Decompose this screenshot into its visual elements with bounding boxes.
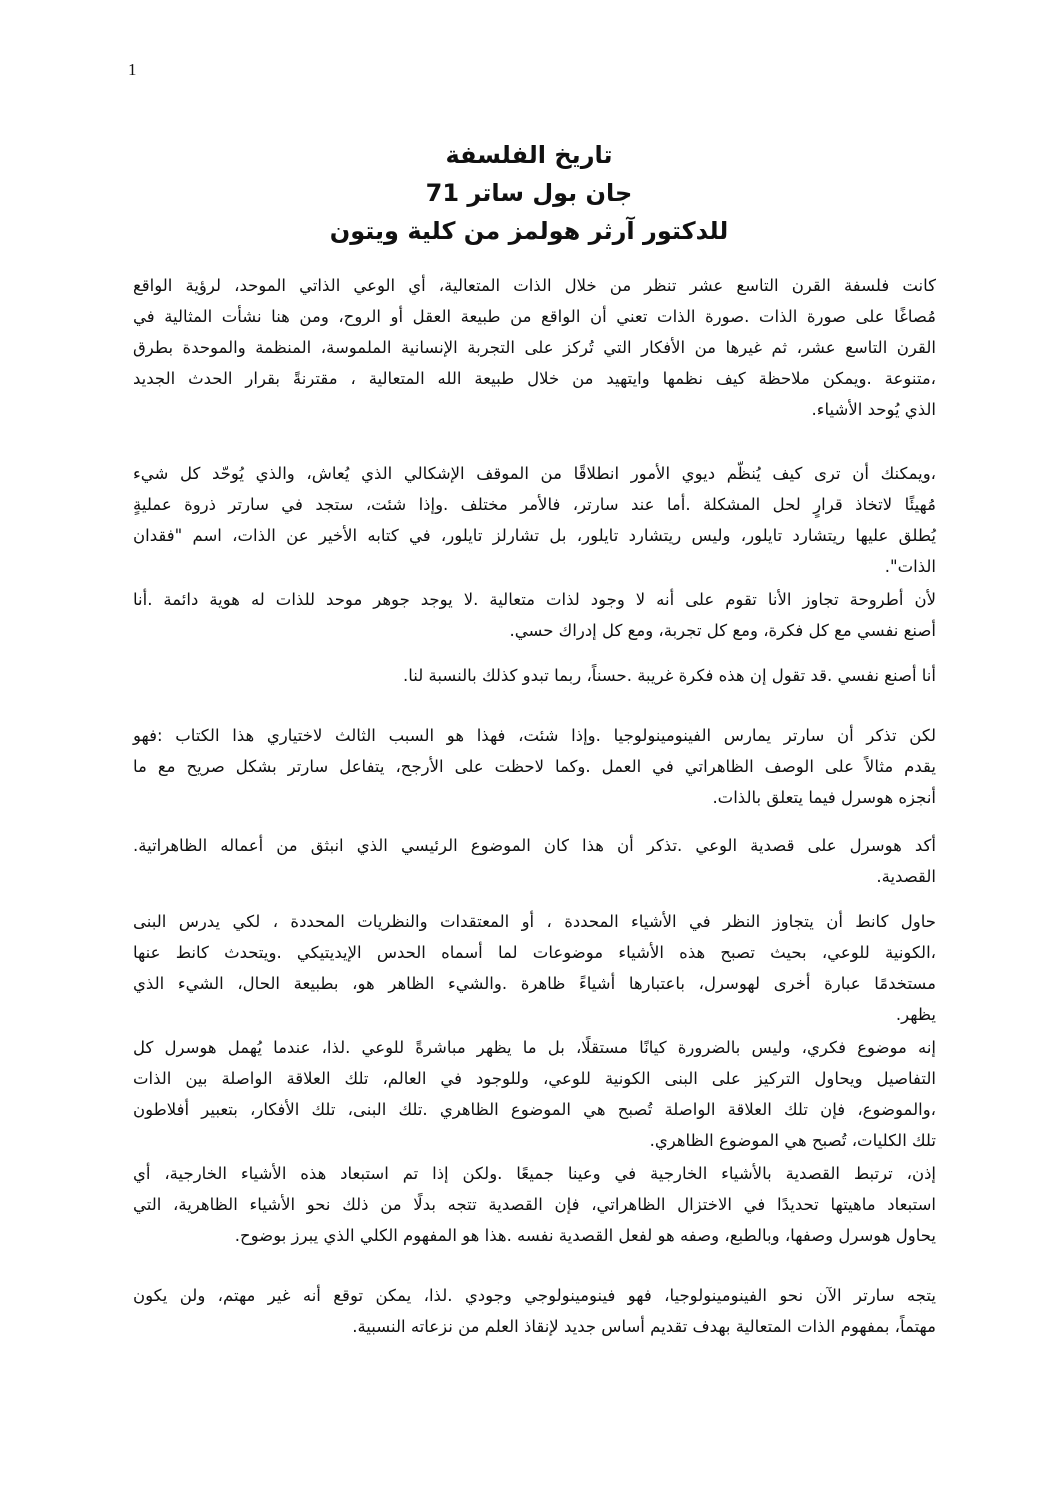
paragraph: [133, 1158, 936, 1251]
document-title: [0, 136, 1058, 250]
paragraph-line: ،متنوعة .ويمكن ملاحظة كيف نظمها وايتهيد من خلال طبيعة الله المتعالية ، مقترنةً بقرار الحدث الجديد: [133, 369, 936, 388]
paragraph-line: القصدية.: [876, 867, 936, 886]
paragraph: [133, 720, 936, 813]
paragraph-line: يحاول هوسرل وصفها، وبالطبع، وصفه هو لفعل القصدية نفسه .هذا هو المفهوم الكلي الذي يبرز بوضوح.: [234, 1226, 936, 1245]
paragraph: [133, 660, 936, 691]
paragraph-line: أكد هوسرل على قصدية الوعي .تذكر أن هذا كان الموضوع الرئيسي الذي انبثق من أعماله الظاهراتية.: [133, 836, 936, 855]
paragraph-line: مُصاغًا على صورة الذات .صورة الذات تعني أن الواقع من طبيعة العقل أو الروح، ومن هنا نشأت المثالية في: [133, 307, 936, 326]
paragraph-line: القرن التاسع عشر، ثم غيرها من الأفكار التي تُركز على التجربة الإنسانية الملموسة، المنظمة والموحدة بطرق: [133, 338, 936, 357]
paragraph: [133, 830, 936, 892]
paragraph-line: أصنع نفسي مع كل فكرة، ومع كل تجربة، ومع كل إدراك حسي.: [509, 621, 936, 640]
paragraph: [133, 458, 936, 582]
title-line: جان بول ساتر 71: [425, 179, 633, 207]
paragraph-line: حاول كانط أن يتجاوز النظر في الأشياء المحددة ، أو المعتقدات والنظريات المحددة ، لكي يدرس البنى: [133, 912, 936, 931]
paragraph: [133, 1280, 936, 1342]
paragraph-line: استبعاد ماهيتها تحديدًا في الاختزال الظاهراتي، فإن القصدية تتجه بدلًا من ذلك نحو الأشياء الظاهرية، التي: [133, 1195, 936, 1214]
paragraph-line: لأن أطروحة تجاوز الأنا تقوم على أنه لا وجود لذات متعالية .لا يوجد جوهر موحد للذات له هوية دائمة .أنا: [133, 590, 936, 609]
paragraph-line: كانت فلسفة القرن التاسع عشر تنظر من خلال الذات المتعالية، أي الوعي الذاتي الموحد، لرؤية الواقع: [133, 276, 936, 295]
paragraph-line: ،ويمكنك أن ترى كيف يُنظّم ديوي الأمور انطلاقًا من الموقف الإشكالي الذي يُعاش، والذي يُوحّد كل شيء: [133, 464, 936, 483]
paragraph-line: تلك الكليات، تُصبح هي الموضوع الظاهري.: [649, 1131, 936, 1150]
paragraph-line: لكن تذكر أن سارتر يمارس الفينومينولوجيا .وإذا شئت، فهذا هو السبب الثالث لاختياري هذا الكتاب :فهو: [133, 726, 936, 745]
title-line: للدكتور آرثر هولمز من كلية ويتون: [329, 217, 729, 245]
paragraph-line: يُطلق عليها ريتشارد تايلور، وليس ريتشارد تايلور، بل تشارلز تايلور، في كتابه الأخير عن الذات، اسم "فقدان: [133, 526, 936, 545]
paragraph-line: إذن، ترتبط القصدية بالأشياء الخارجية في وعينا جميعًا .ولكن إذا تم استبعاد هذه الأشياء الخارجية، أي: [133, 1164, 936, 1183]
paragraph: [133, 270, 936, 425]
paragraph-line: يقدم مثالاً على الوصف الظاهراتي في العمل .وكما لاحظت على الأرجح، يتفاعل سارتر بشكل صريح مع ما: [133, 757, 936, 776]
paragraph-line: الذات".: [884, 557, 936, 576]
paragraph-line: مُهيئًا لاتخاذ قرارٍ لحل المشكلة .أما عند سارتر، فالأمر مختلف .وإذا شئت، ستجد في سارتر ذروة عمليةٍ: [133, 495, 936, 514]
paragraph-line: أنجزه هوسرل فيما يتعلق بالذات.: [712, 788, 936, 807]
title-line: تاريخ الفلسفة: [445, 141, 613, 169]
paragraph: [133, 906, 936, 1030]
paragraph-line: إنه موضوع فكري، وليس بالضرورة كيانًا مستقلًا، بل ما يظهر مباشرةً للوعي .لذا، عندما يُهمل هوسرل كل: [133, 1038, 936, 1057]
paragraph-line: ،والموضوع، فإن تلك العلاقة الواصلة تُصبح هي الموضوع الظاهري .تلك البنى، تلك الأفكار، بتعبير أفلاطون: [133, 1100, 936, 1119]
paragraph-line: التفاصيل ويحاول التركيز على البنى الكونية للوعي، وللوجود في العالم، تلك العلاقة الواصلة بين الذات: [133, 1069, 936, 1088]
paragraph-line: يظهر.: [895, 1005, 936, 1024]
paragraph: [133, 1032, 936, 1156]
paragraph-line: ،الكونية للوعي، بحيث تصبح هذه الأشياء موضوعات لما أسماه الحدس الإيديتيكي .ويتحدث كانط عنها: [133, 943, 936, 962]
paragraph: [133, 584, 936, 646]
page-number: 1: [128, 60, 137, 79]
paragraph-line: مستخدمًا عبارة أخرى لهوسرل، باعتبارها أشياءً ظاهرة .والشيء الظاهر هو، بطبيعة الحال، الشيء الذي: [133, 974, 936, 993]
paragraph-line: يتجه سارتر الآن نحو الفينومينولوجيا، فهو فينومينولوجي وجودي .لذا، يمكن توقع أنه غير مهتم، ولن يكون: [133, 1286, 936, 1305]
paragraph-line: مهتماً، بمفهوم الذات المتعالية بهدف تقديم أساس جديد لإنقاذ العلم من نزعاته النسبية.: [352, 1317, 936, 1336]
paragraph-line: أنا أصنع نفسي .قد تقول إن هذه فكرة غريبة .حسناً، ربما تبدو كذلك بالنسبة لنا.: [403, 666, 936, 685]
paragraph-line: الذي يُوحد الأشياء.: [811, 400, 936, 419]
